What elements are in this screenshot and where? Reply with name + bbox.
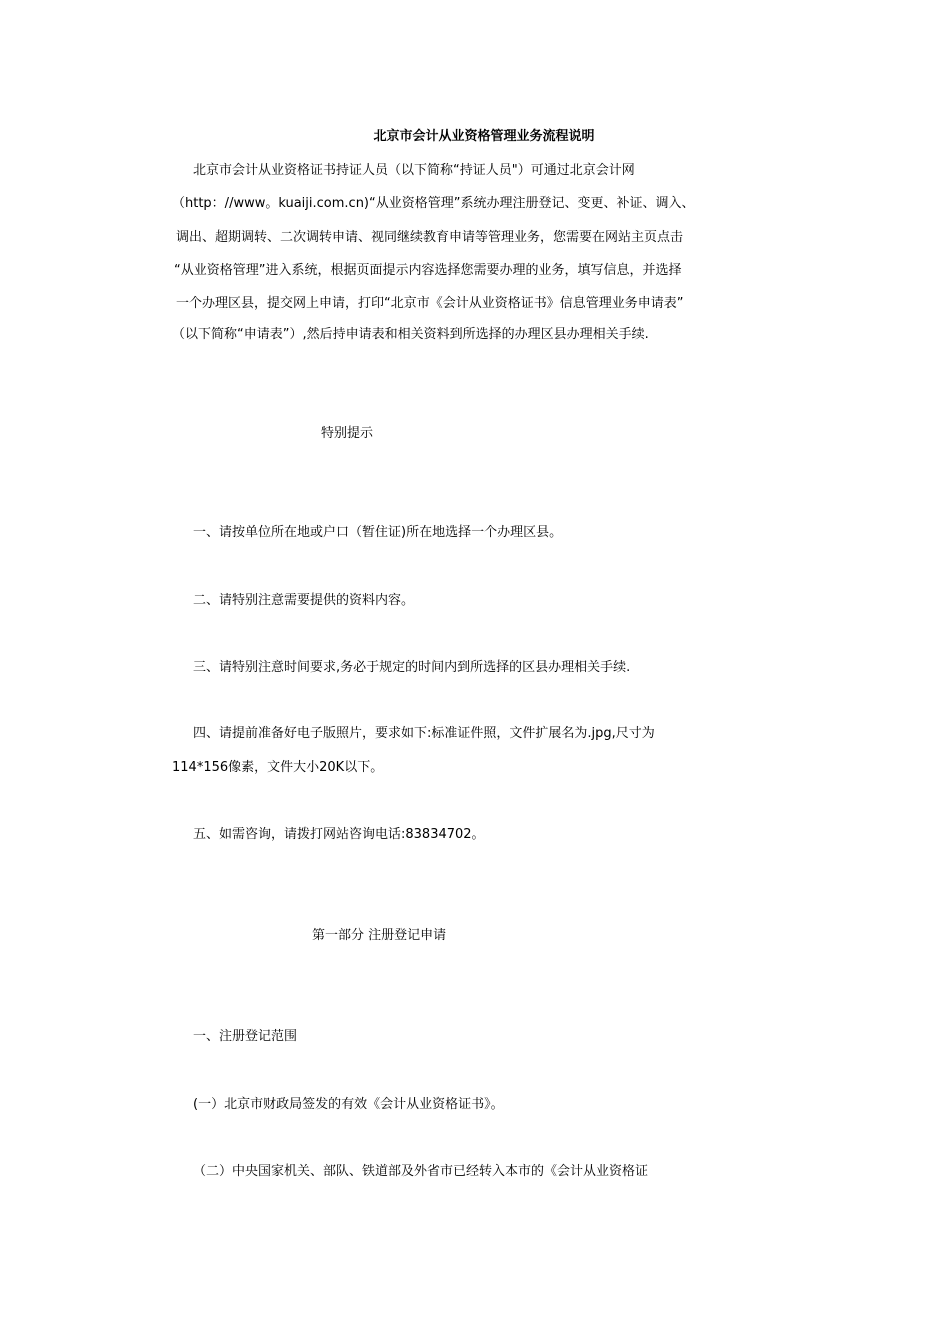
part1-item-1: 一、注册登记范围 [193, 1029, 298, 1044]
intro-line-6: （以下简称“申请表”）,然后持申请表和相关资料到所选择的办理区县办理相关手续. [172, 327, 649, 342]
intro-line-1: 北京市会计从业资格证书持证人员（以下简称“持证人员"）可通过北京会计网 [193, 163, 635, 178]
tip-item-5: 五、如需咨询，请拨打网站咨询电话:83834702。 [193, 827, 485, 842]
intro-line-3: 调出、超期调转、二次调转申请、视同继续教育申请等管理业务，您需要在网站主页点击 [176, 230, 684, 245]
part1-item-2: (一）北京市财政局签发的有效《会计从业资格证书》。 [193, 1097, 504, 1112]
tip-item-1: 一、请按单位所在地或户口（暂住证)所在地选择一个办理区县。 [193, 525, 563, 540]
part1-item-3: （二）中央国家机关、部队、铁道部及外省市已经转入本市的《会计从业资格证 [193, 1164, 649, 1179]
special-tips-heading: 特别提示 [321, 426, 374, 441]
part1-heading: 第一部分 注册登记申请 [312, 928, 447, 943]
intro-line-4: “从业资格管理”进入系统，根据页面提示内容选择您需要办理的业务，填写信息，并选择 [174, 263, 682, 278]
intro-line-2: （http：//www。kuaiji.com.cn)“从业资格管理”系统办理注册登记、变更、补证、调入、 [172, 196, 695, 211]
tip-item-2: 二、请特别注意需要提供的资料内容。 [193, 593, 415, 608]
document-title: 北京市会计从业资格管理业务流程说明 [373, 129, 595, 144]
tip-item-4-continued: 114*156像素，文件大小20K以下。 [172, 760, 384, 775]
tip-item-3: 三、请特别注意时间要求,务必于规定的时间内到所选择的区县办理相关手续. [193, 660, 631, 675]
intro-line-5: 一个办理区县，提交网上申请，打印“北京市《会计从业资格证书》信息管理业务申请表” [176, 296, 684, 311]
tip-item-4: 四、请提前准备好电子版照片，要求如下:标准证件照，文件扩展名为.jpg,尺寸为 [193, 726, 655, 741]
